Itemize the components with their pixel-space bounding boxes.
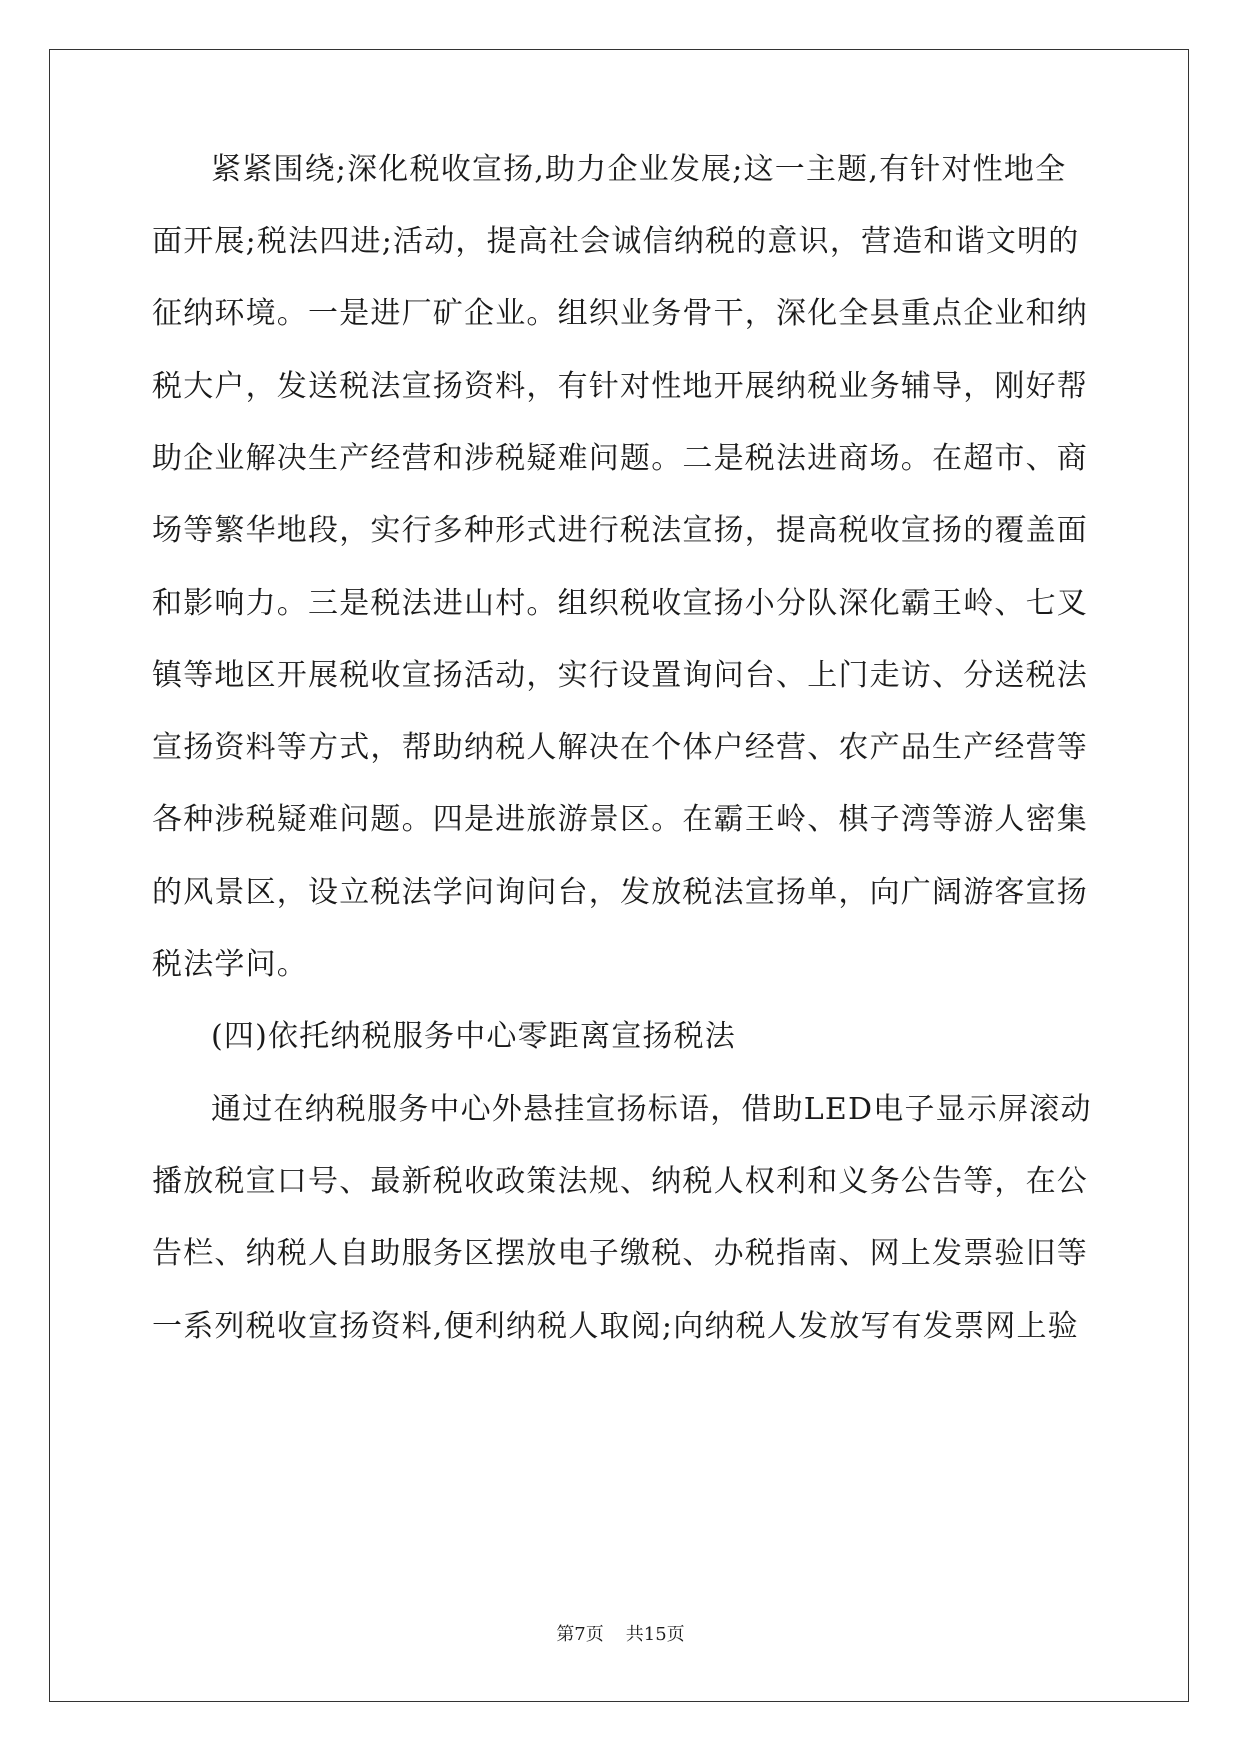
paragraph-line: 一系列税收宣扬资料,便利纳税人取阅;向纳税人发放写有发票网上验 xyxy=(152,1309,1079,1344)
page-total: 共15页 xyxy=(625,1624,685,1645)
section-heading: (四)依托纳税服务中心零距离宣扬税法 xyxy=(211,1019,737,1054)
paragraph-line: 紧紧围绕;深化税收宣扬,助力企业发展;这一主题,有针对性地全 xyxy=(211,152,1067,187)
paragraph-line: 各种涉税疑难问题。四是进旅游景区。在霸王岭、棋子湾等游人密集 xyxy=(152,802,1088,837)
paragraph-line: 税法学问。 xyxy=(152,947,308,982)
paragraph-line: 面开展;税法四进;活动，提高社会诚信纳税的意识，营造和谐文明的 xyxy=(152,224,1080,259)
paragraph-line: 宣扬资料等方式，帮助纳税人解决在个体户经营、农产品生产经营等 xyxy=(152,730,1088,765)
page-footer xyxy=(0,1623,1241,1647)
paragraph-line: 通过在纳税服务中心外悬挂宣扬标语，借助LED电子显示屏滚动 xyxy=(211,1092,1092,1127)
paragraph-line: 和影响力。三是税法进山村。组织税收宣扬小分队深化霸王岭、七叉 xyxy=(152,586,1088,621)
paragraph-line: 告栏、纳税人自助服务区摆放电子缴税、办税指南、网上发票验旧等 xyxy=(152,1236,1088,1271)
paragraph-line: 助企业解决生产经营和涉税疑难问题。二是税法进商场。在超市、商 xyxy=(152,441,1088,476)
paragraph-line: 税大户，发送税法宣扬资料，有针对性地开展纳税业务辅导，刚好帮 xyxy=(152,369,1088,404)
paragraph-line: 征纳环境。一是进厂矿企业。组织业务骨干，深化全县重点企业和纳 xyxy=(152,296,1088,331)
paragraph-line: 场等繁华地段，实行多种形式进行税法宣扬，提高税收宣扬的覆盖面 xyxy=(152,513,1088,548)
paragraph-line: 镇等地区开展税收宣扬活动，实行设置询问台、上门走访、分送税法 xyxy=(152,658,1088,693)
paragraph-line: 的风景区，设立税法学问询问台，发放税法宣扬单，向广阔游客宣扬 xyxy=(152,875,1088,910)
page-number: 第7页 xyxy=(556,1624,604,1645)
paragraph-line: 播放税宣口号、最新税收政策法规、纳税人权利和义务公告等，在公 xyxy=(152,1164,1088,1199)
